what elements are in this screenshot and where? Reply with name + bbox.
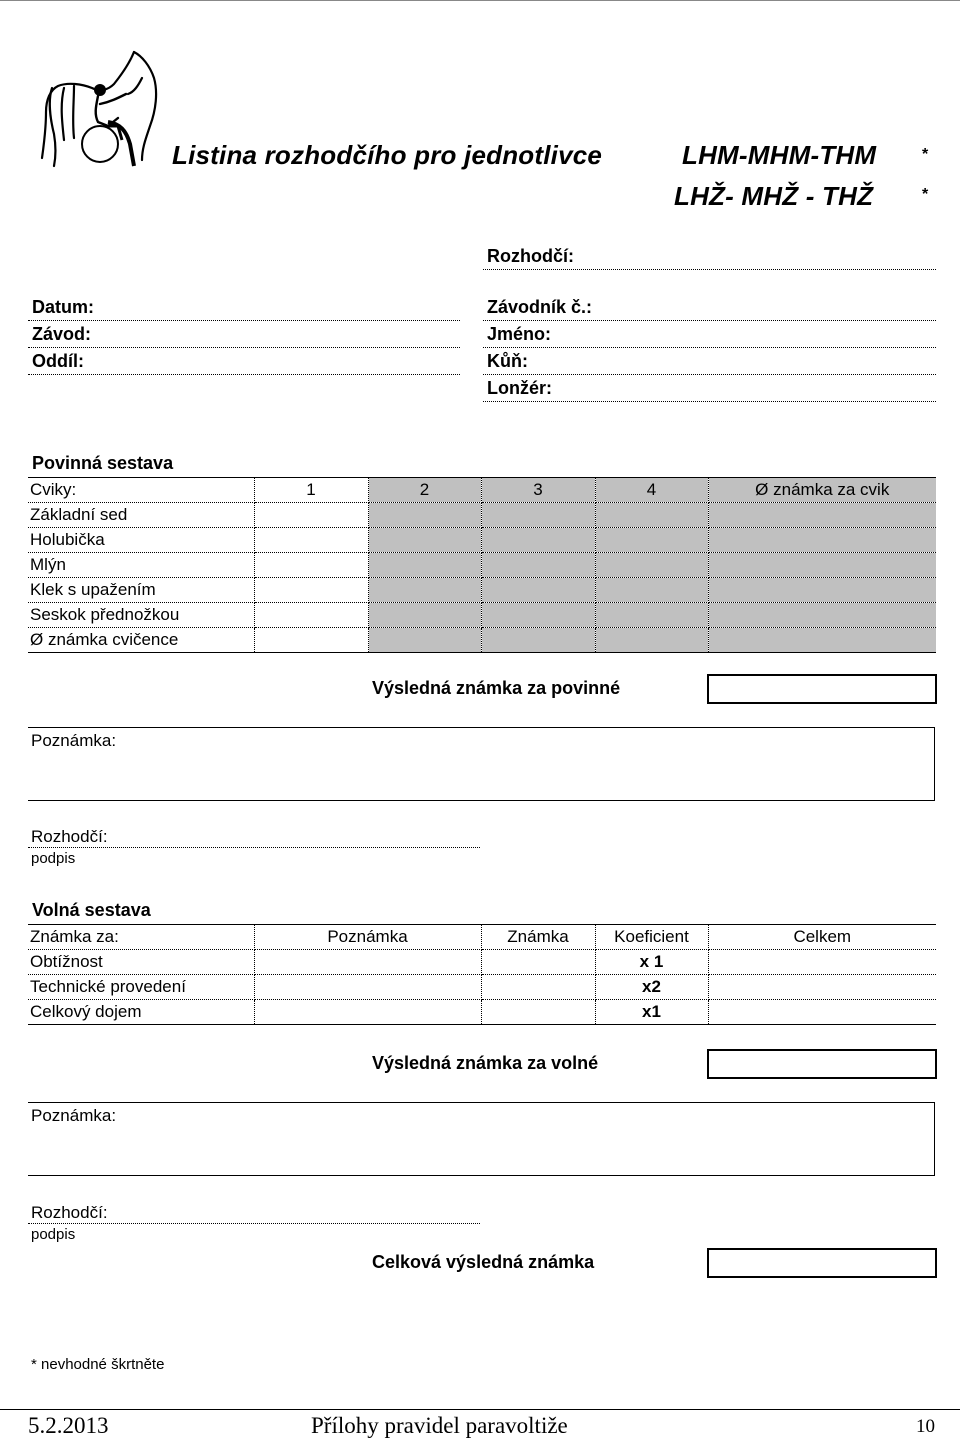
category-line-2: LHŽ- MHŽ - THŽ (674, 181, 874, 211)
note-cell[interactable] (254, 1000, 481, 1025)
longeur-label: Lonžér: (487, 378, 552, 398)
footer-rule (0, 1409, 960, 1410)
score-cell[interactable] (254, 503, 368, 528)
compulsory-signature-label: podpis (31, 850, 76, 867)
club-label: Oddíl: (32, 351, 84, 371)
competitor-field[interactable] (483, 320, 936, 321)
freestyle-title: Volná sestava (32, 900, 151, 920)
score-cell[interactable] (368, 503, 481, 528)
col-score: Známka (481, 925, 595, 950)
asterisk-2: * (922, 186, 929, 203)
total-cell[interactable] (708, 1000, 936, 1025)
form-title: Listina rozhodčího pro jednotlivce (172, 140, 603, 170)
race-field[interactable] (28, 347, 460, 348)
score-cell[interactable] (368, 603, 481, 628)
score-cell[interactable] (595, 528, 708, 553)
avg-cell[interactable] (708, 578, 936, 603)
total-cell[interactable] (708, 975, 936, 1000)
freestyle-signature-line[interactable] (28, 1223, 480, 1224)
compulsory-note-box[interactable] (28, 727, 935, 801)
table-row (28, 628, 936, 653)
score-cell[interactable] (481, 628, 595, 653)
page-number: 10 (916, 1416, 935, 1437)
score-cell[interactable] (481, 503, 595, 528)
score-cell[interactable] (254, 528, 368, 553)
horse-field[interactable] (483, 374, 936, 375)
row-label: Klek s upažením (28, 578, 254, 603)
row-label: Technické provedení (28, 975, 254, 1000)
compulsory-result-label: Výsledná známka za povinné (372, 678, 621, 698)
compulsory-judge-label: Rozhodčí: (31, 827, 108, 846)
club-field[interactable] (28, 374, 460, 375)
col-1: 1 (254, 478, 368, 503)
score-cell[interactable] (481, 1000, 595, 1025)
row-label: Holubička (28, 528, 254, 553)
row-label: Základní sed (28, 503, 254, 528)
horse-label: Kůň: (487, 351, 528, 371)
compulsory-signature-line[interactable] (28, 847, 480, 848)
footer-date: 5.2.2013 (28, 1413, 109, 1438)
freestyle-result-box[interactable] (707, 1049, 937, 1079)
avg-cell[interactable] (708, 603, 936, 628)
coefficient-cell: x 1 (595, 950, 708, 975)
competitor-label: Závodník č.: (487, 297, 593, 317)
compulsory-table (28, 477, 936, 653)
score-cell[interactable] (368, 528, 481, 553)
score-cell[interactable] (254, 578, 368, 603)
total-result-box[interactable] (707, 1248, 937, 1278)
score-cell[interactable] (481, 528, 595, 553)
col-2: 2 (368, 478, 481, 503)
page-top-rule (0, 0, 960, 1)
table-row (28, 503, 936, 528)
date-field[interactable] (28, 320, 460, 321)
freestyle-signature-label: podpis (31, 1226, 76, 1243)
category-line-1: LHM-MHM-THM (682, 140, 877, 170)
score-cell[interactable] (254, 553, 368, 578)
row-label: Obtížnost (28, 950, 254, 975)
note-cell[interactable] (254, 975, 481, 1000)
score-cell[interactable] (595, 503, 708, 528)
avg-cell[interactable] (708, 553, 936, 578)
freestyle-note-box[interactable] (28, 1102, 935, 1176)
col-4: 4 (595, 478, 708, 503)
race-label: Závod: (32, 324, 92, 344)
score-cell[interactable] (481, 578, 595, 603)
avg-cell[interactable] (708, 528, 936, 553)
freestyle-judge-label: Rozhodčí: (31, 1203, 108, 1222)
col-exercises: Cviky: (28, 478, 254, 503)
name-field[interactable] (483, 347, 936, 348)
row-label: Mlýn (28, 553, 254, 578)
compulsory-result-box[interactable] (707, 674, 937, 704)
coefficient-cell: x1 (595, 1000, 708, 1025)
avg-cell[interactable] (708, 628, 936, 653)
col-avg: Ø známka za cvik (708, 478, 936, 503)
table-row (28, 528, 936, 553)
freestyle-note-label: Poznámka: (31, 1106, 117, 1125)
footnote: * nevhodné škrtněte (31, 1356, 165, 1373)
row-label: Ø známka cvičence (28, 628, 254, 653)
table-row (28, 1000, 936, 1025)
score-cell[interactable] (368, 578, 481, 603)
judge-field[interactable] (483, 269, 936, 270)
score-cell[interactable] (595, 578, 708, 603)
table-row (28, 578, 936, 603)
table-row (28, 950, 936, 975)
longeur-field[interactable] (483, 401, 936, 402)
date-label: Datum: (32, 297, 94, 317)
note-cell[interactable] (254, 950, 481, 975)
judge-label: Rozhodčí: (487, 246, 574, 266)
freestyle-header-row (28, 925, 936, 950)
score-cell[interactable] (595, 553, 708, 578)
horse-wheelchair-logo (38, 48, 168, 172)
row-label: Seskok přednožkou (28, 603, 254, 628)
col-note: Poznámka (254, 925, 481, 950)
footer-title: Přílohy pravidel paravoltiže (311, 1413, 568, 1438)
table-row (28, 553, 936, 578)
row-label: Celkový dojem (28, 1000, 254, 1025)
compulsory-note-label: Poznámka: (31, 731, 117, 750)
freestyle-result-label: Výsledná známka za volné (372, 1053, 599, 1073)
freestyle-table (28, 924, 936, 1025)
col-score-for: Známka za: (28, 925, 254, 950)
col-total: Celkem (708, 925, 936, 950)
score-cell[interactable] (481, 975, 595, 1000)
compulsory-title: Povinná sestava (32, 453, 174, 473)
score-cell[interactable] (254, 603, 368, 628)
score-cell[interactable] (368, 553, 481, 578)
compulsory-header-row (28, 478, 936, 503)
avg-cell[interactable] (708, 503, 936, 528)
score-cell[interactable] (595, 628, 708, 653)
table-row (28, 975, 936, 1000)
total-cell[interactable] (708, 950, 936, 975)
table-row (28, 603, 936, 628)
asterisk-1: * (922, 146, 929, 163)
score-cell[interactable] (595, 603, 708, 628)
name-label: Jméno: (487, 324, 552, 344)
total-result-label: Celková výsledná známka (372, 1252, 595, 1272)
score-cell[interactable] (481, 950, 595, 975)
score-cell[interactable] (481, 553, 595, 578)
col-3: 3 (481, 478, 595, 503)
coefficient-cell: x2 (595, 975, 708, 1000)
score-cell[interactable] (481, 603, 595, 628)
score-cell[interactable] (254, 628, 368, 653)
score-cell[interactable] (368, 628, 481, 653)
col-coefficient: Koeficient (595, 925, 708, 950)
